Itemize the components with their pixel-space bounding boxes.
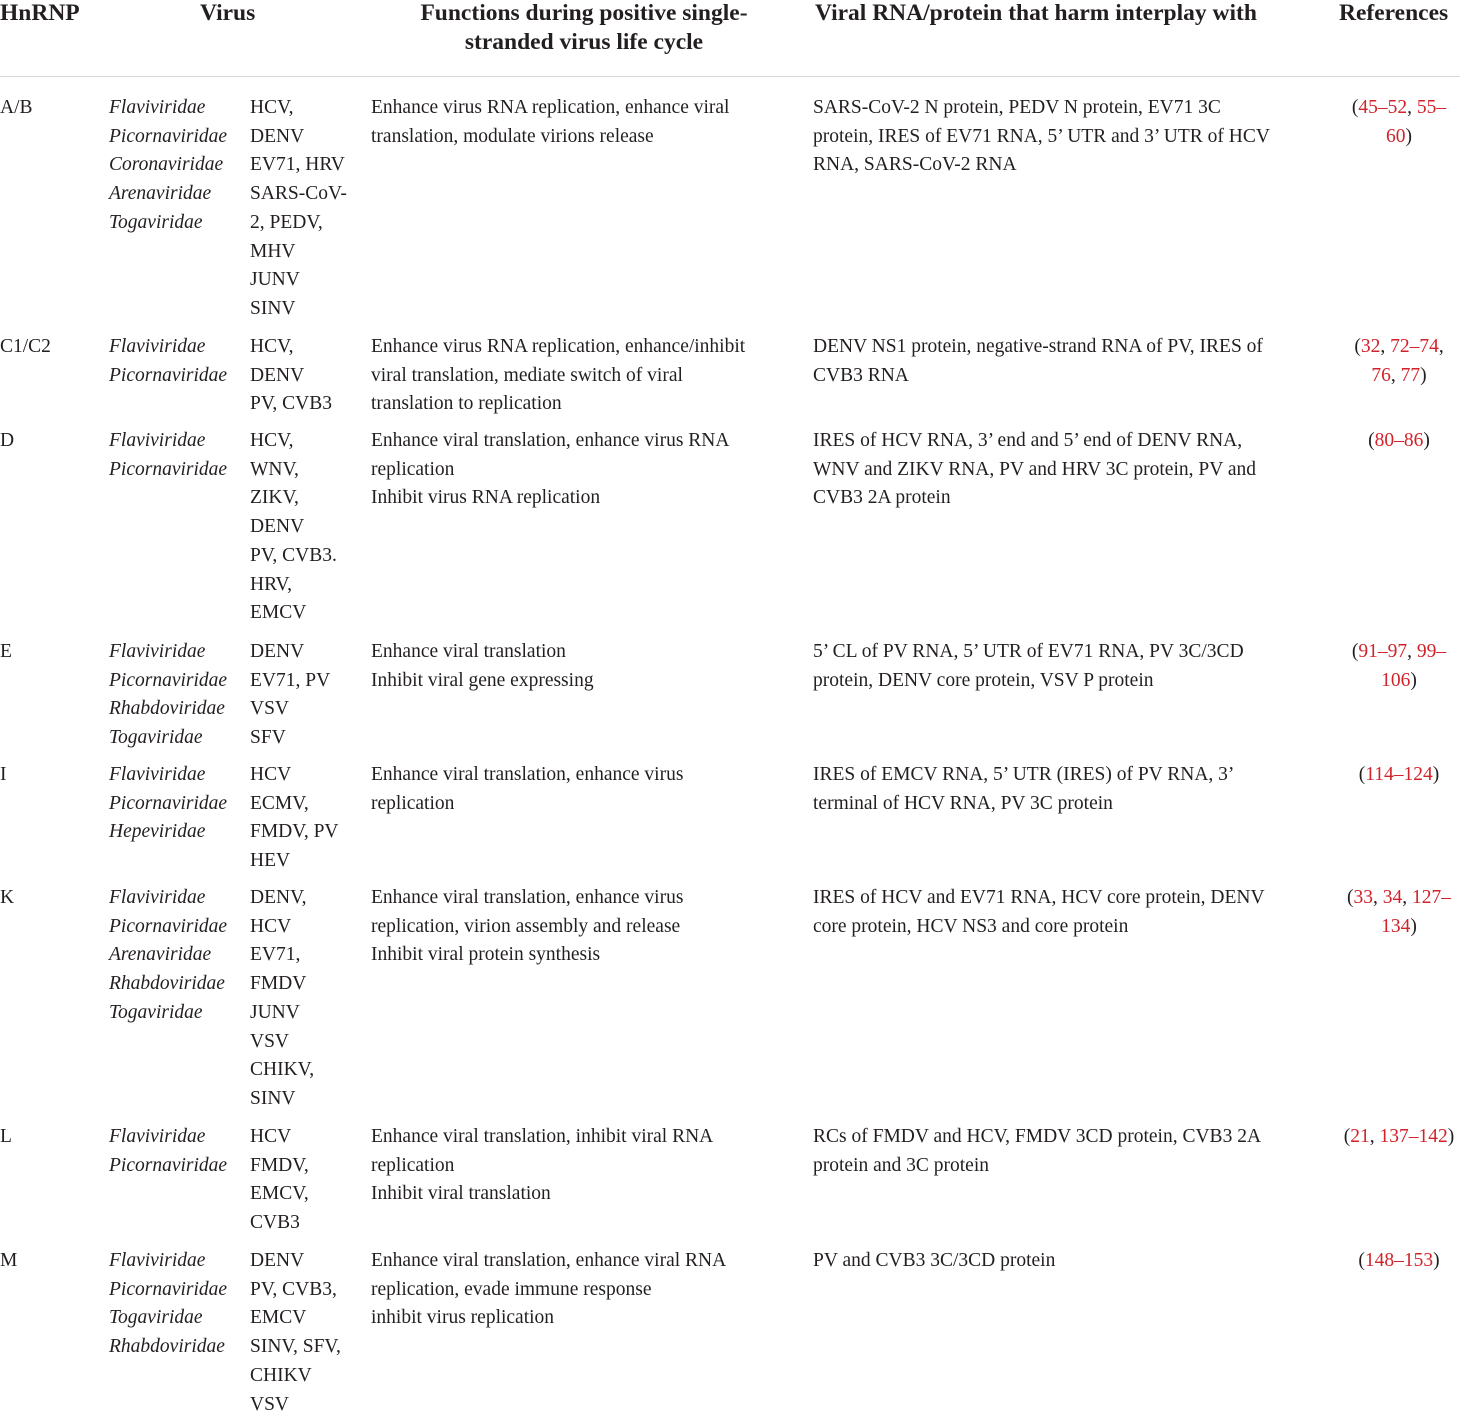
reference-punctuation: (	[1351, 641, 1359, 662]
functions-cell-line: Inhibit virus RNA replication	[371, 487, 601, 509]
reference-punctuation: )	[1423, 430, 1430, 451]
virus-cell-line: HCV	[250, 1126, 292, 1147]
virus-cell-line: CHIKV	[250, 1364, 312, 1386]
virus-cell-line: HCV,	[250, 336, 294, 357]
functions-cell-line: translation to replication	[371, 393, 562, 415]
references-line	[1338, 913, 1460, 942]
reference-link[interactable]: 91–97	[1358, 641, 1408, 662]
family-cell-line: Togaviridae	[109, 211, 203, 233]
family-cell	[109, 333, 227, 390]
virus-cell	[250, 94, 362, 324]
family-cell	[109, 638, 227, 753]
functions-cell-line: Inhibit viral translation	[371, 1183, 551, 1205]
functions-cell	[371, 761, 796, 818]
references-cell	[1338, 761, 1460, 790]
family-cell-line: Rhabdoviridae	[109, 1336, 225, 1358]
virus-cell	[250, 427, 362, 628]
references-line	[1338, 884, 1460, 913]
family-cell-line: Picornaviridae	[109, 458, 228, 480]
virus-cell-line: CHIKV,	[250, 1059, 315, 1081]
hnrnp-cell: L	[0, 1126, 12, 1147]
functions-cell-line: replication, evade immune response	[371, 1278, 652, 1300]
references-line	[1338, 761, 1460, 790]
family-cell-line: Togaviridae	[109, 1001, 203, 1023]
functions-cell-line: Enhance viral translation, enhance viral RNA	[371, 1250, 727, 1271]
reference-link[interactable]: 114–124	[1365, 764, 1433, 785]
family-cell-line: Picornaviridae	[109, 125, 228, 147]
header-functions-line: stranded virus life cycle	[464, 29, 704, 55]
viral-rna-cell	[813, 884, 1318, 941]
reference-punctuation: ,	[1380, 336, 1391, 357]
family-cell-line: Picornaviridae	[109, 915, 228, 937]
functions-cell	[371, 1247, 796, 1333]
header-virus: Virus	[200, 0, 256, 26]
virus-cell-line: HCV,	[250, 430, 294, 451]
viral-rna-cell-line: 5’ CL of PV RNA, 5’ UTR of EV71 RNA, PV 3C/3CD	[813, 641, 1244, 662]
hnrnp-cell: C1/C2	[0, 336, 51, 357]
reference-link[interactable]: 60	[1386, 125, 1406, 147]
functions-cell-line: Enhance virus RNA replication, enhance viral	[371, 97, 730, 118]
reference-punctuation: ,	[1373, 887, 1383, 908]
reference-link[interactable]: 137–142	[1379, 1126, 1448, 1147]
family-cell-line: Togaviridae	[109, 1307, 203, 1329]
virus-cell-line: DENV	[250, 125, 305, 147]
viral-rna-cell	[813, 1247, 1318, 1276]
functions-cell-line: Enhance viral translation, enhance virus	[371, 764, 684, 785]
family-cell-line: Picornaviridae	[109, 1154, 228, 1176]
functions-cell-line: Enhance viral translation, inhibit viral RNA	[371, 1126, 714, 1147]
family-cell-line: Arenaviridae	[109, 944, 212, 966]
references-line	[1338, 123, 1460, 152]
hnrnp-cell: M	[0, 1250, 18, 1271]
reference-punctuation: ,	[1390, 364, 1401, 386]
viral-rna-cell-line: PV and CVB3 3C/3CD protein	[813, 1250, 1056, 1271]
family-cell	[109, 1123, 227, 1180]
references-cell	[1338, 638, 1460, 695]
reference-punctuation: ,	[1438, 336, 1444, 357]
header-viral-rna: Viral RNA/protein that harm interplay with	[815, 0, 1257, 26]
reference-link[interactable]: 127–	[1412, 887, 1451, 908]
virus-cell-line: FMDV	[250, 973, 307, 995]
virus-cell-line: HRV,	[250, 573, 292, 595]
reference-punctuation: ,	[1369, 1126, 1380, 1147]
family-cell-line: Picornaviridae	[109, 669, 228, 691]
virus-cell-line: DENV,	[250, 887, 307, 908]
functions-cell-line: Inhibit viral gene expressing	[371, 669, 594, 691]
references-line	[1338, 1247, 1460, 1276]
references-line	[1338, 638, 1460, 667]
virus-cell	[250, 761, 362, 876]
functions-cell-line: Enhance virus RNA replication, enhance/inhibit	[371, 336, 746, 357]
functions-cell	[371, 427, 796, 513]
family-cell-line: Flaviviridae	[109, 336, 206, 357]
virus-cell-line: HCV	[250, 764, 292, 785]
virus-cell	[250, 1123, 362, 1238]
virus-cell-line: SINV	[250, 1087, 296, 1109]
virus-cell-line: EV71, HRV	[250, 154, 345, 176]
references-cell	[1338, 1247, 1460, 1276]
family-cell-line: Arenaviridae	[109, 183, 212, 205]
functions-cell-line: replication	[371, 1154, 455, 1176]
reference-link[interactable]: 76	[1371, 364, 1391, 386]
reference-link[interactable]: 45–52	[1358, 97, 1408, 118]
hnrnp-cell: K	[0, 887, 15, 908]
reference-punctuation: ,	[1407, 641, 1417, 662]
family-cell-line: Picornaviridae	[109, 792, 228, 814]
hnrnp-cell: I	[0, 764, 7, 785]
family-cell-line: Flaviviridae	[109, 430, 206, 451]
virus-cell-line: SFV	[250, 727, 286, 749]
family-cell-line: Flaviviridae	[109, 1250, 206, 1271]
family-cell-line: Picornaviridae	[109, 1278, 228, 1300]
references-cell	[1338, 884, 1460, 941]
reference-link[interactable]: 77	[1400, 364, 1421, 386]
virus-cell-line: DENV	[250, 516, 305, 538]
viral-rna-cell	[813, 94, 1318, 180]
reference-punctuation: )	[1447, 1126, 1455, 1147]
virus-cell-line: VSV	[250, 698, 290, 720]
virus-cell-line: EV71,	[250, 944, 301, 966]
functions-cell-line: Enhance viral translation	[371, 641, 566, 662]
reference-link[interactable]: 134	[1381, 915, 1411, 937]
virus-cell-line: EMCV	[250, 1307, 307, 1329]
family-cell	[109, 884, 227, 1028]
references-cell	[1338, 1123, 1460, 1152]
references-cell	[1338, 94, 1460, 151]
reference-punctuation: (	[1351, 97, 1359, 118]
viral-rna-cell	[813, 1123, 1318, 1180]
references-line	[1338, 362, 1460, 391]
virus-cell-line: SINV	[250, 297, 296, 319]
virus-cell-line: MHV	[250, 240, 296, 262]
virus-cell	[250, 1247, 362, 1419]
virus-cell-line: SINV, SFV,	[250, 1336, 341, 1358]
family-cell-line: Flaviviridae	[109, 764, 206, 785]
functions-cell-line: Enhance viral translation, enhance virus	[371, 887, 684, 908]
references-cell	[1338, 333, 1460, 390]
family-cell-line: Coronaviridae	[109, 154, 224, 176]
reference-punctuation: )	[1405, 125, 1412, 147]
references-line	[1338, 1123, 1460, 1152]
functions-cell-line: inhibit virus replication	[371, 1307, 555, 1329]
functions-cell-line: viral translation, mediate switch of viral	[371, 364, 683, 386]
family-cell	[109, 761, 227, 847]
functions-cell	[371, 94, 796, 151]
family-cell-line: Togaviridae	[109, 727, 203, 749]
hnrnp-cell: E	[0, 641, 12, 662]
virus-cell	[250, 884, 362, 1114]
reference-punctuation: (	[1358, 764, 1366, 785]
reference-link[interactable]: 106	[1381, 669, 1411, 691]
virus-cell-line: ECMV,	[250, 792, 309, 814]
family-cell-line: Rhabdoviridae	[109, 698, 225, 720]
virus-cell-line: SARS-CoV-	[250, 183, 347, 205]
functions-cell-line: translation, modulate virions release	[371, 125, 654, 147]
references-line	[1338, 94, 1460, 123]
references-line	[1338, 667, 1460, 696]
virus-cell-line: DENV	[250, 641, 305, 662]
functions-cell	[371, 1123, 796, 1209]
family-cell-line: Flaviviridae	[109, 887, 206, 908]
family-cell	[109, 94, 227, 238]
reference-punctuation: ,	[1402, 887, 1412, 908]
reference-link[interactable]: 148–153	[1364, 1250, 1434, 1271]
family-cell-line: Hepeviridae	[109, 821, 206, 843]
table-header	[0, 0, 1460, 77]
reference-link[interactable]: 80–86	[1374, 430, 1424, 451]
virus-cell-line: FMDV, PV	[250, 821, 339, 843]
virus-cell	[250, 333, 362, 419]
header-functions-line: Functions during positive single-	[420, 0, 748, 26]
header-functions	[395, 0, 773, 57]
virus-cell-line: WNV,	[250, 458, 299, 480]
virus-cell-line: HCV	[250, 915, 292, 937]
hnrnp-cell: A/B	[0, 97, 33, 118]
viral-rna-cell-line: DENV NS1 protein, negative-strand RNA of PV, IRES of	[813, 336, 1263, 357]
viral-rna-cell-line: protein and 3C protein	[813, 1154, 990, 1176]
viral-rna-cell-line: RCs of FMDV and HCV, FMDV 3CD protein, CVB3 2A	[813, 1126, 1262, 1147]
references-line	[1338, 427, 1460, 456]
viral-rna-cell-line: protein, IRES of EV71 RNA, 5’ UTR and 3’ UTR of HCV	[813, 125, 1270, 147]
family-cell-line: Picornaviridae	[109, 364, 228, 386]
virus-cell-line: VSV	[250, 1393, 290, 1415]
virus-cell-line: EV71, PV	[250, 669, 331, 691]
functions-cell-line: Enhance viral translation, enhance virus RNA	[371, 430, 730, 451]
viral-rna-cell	[813, 638, 1318, 695]
family-cell	[109, 1247, 227, 1362]
virus-cell-line: PV, CVB3.	[250, 544, 337, 566]
reference-punctuation: (	[1358, 1250, 1365, 1271]
viral-rna-cell-line: CVB3 RNA	[813, 364, 909, 386]
hnrnp-cell: D	[0, 430, 15, 451]
functions-cell	[371, 884, 796, 970]
virus-cell-line: CVB3	[250, 1212, 300, 1234]
reference-link[interactable]: 34	[1382, 887, 1403, 908]
reference-punctuation: (	[1354, 336, 1361, 357]
family-cell	[109, 427, 227, 484]
functions-cell	[371, 333, 796, 419]
reference-punctuation: )	[1410, 915, 1417, 937]
references-line	[1338, 333, 1460, 362]
reference-link[interactable]: 55–	[1416, 97, 1447, 118]
reference-punctuation: )	[1420, 364, 1427, 386]
virus-cell-line: HEV	[250, 850, 291, 872]
reference-punctuation: )	[1432, 764, 1440, 785]
viral-rna-cell	[813, 427, 1318, 513]
virus-cell-line: PV, CVB3	[250, 393, 333, 415]
viral-rna-cell-line: IRES of HCV RNA, 3’ end and 5’ end of DENV RNA,	[813, 430, 1243, 451]
reference-link[interactable]: 21	[1350, 1126, 1370, 1147]
family-cell-line: Rhabdoviridae	[109, 973, 225, 995]
reference-link[interactable]: 99–	[1416, 641, 1447, 662]
viral-rna-cell	[813, 333, 1318, 390]
family-cell-line: Flaviviridae	[109, 1126, 206, 1147]
references-cell	[1338, 427, 1460, 456]
reference-punctuation: ,	[1407, 97, 1417, 118]
virus-cell-line: JUNV	[250, 1001, 300, 1023]
reference-punctuation: )	[1410, 669, 1417, 691]
virus-cell-line: EMCV,	[250, 1183, 309, 1205]
reference-punctuation: (	[1343, 1126, 1351, 1147]
virus-cell-line: ZIKV,	[250, 487, 299, 509]
virus-cell-line: DENV	[250, 1250, 305, 1271]
functions-cell-line: replication	[371, 458, 455, 480]
viral-rna-cell-line: RNA, SARS-CoV-2 RNA	[813, 154, 1017, 176]
family-cell-line: Flaviviridae	[109, 641, 206, 662]
header-references: References	[1339, 0, 1449, 26]
virus-cell-line: PV, CVB3,	[250, 1278, 337, 1300]
functions-cell-line: Inhibit viral protein synthesis	[371, 944, 601, 966]
viral-rna-cell-line: SARS-CoV-2 N protein, PEDV N protein, EV71 3C	[813, 97, 1221, 118]
functions-cell-line: replication	[371, 792, 455, 814]
viral-rna-cell-line: IRES of HCV and EV71 RNA, HCV core protein, DENV	[813, 887, 1265, 908]
reference-punctuation: )	[1433, 1250, 1440, 1271]
viral-rna-cell-line: WNV and ZIKV RNA, PV and HRV 3C protein, PV and	[813, 458, 1256, 480]
virus-cell-line: FMDV,	[250, 1154, 309, 1176]
viral-rna-cell-line: CVB3 2A protein	[813, 487, 951, 509]
reference-punctuation: (	[1347, 887, 1354, 908]
virus-cell-line: 2, PEDV,	[250, 211, 323, 233]
virus-cell-line: DENV	[250, 364, 305, 386]
viral-rna-cell-line: IRES of EMCV RNA, 5’ UTR (IRES) of PV RNA, 3’	[813, 764, 1235, 785]
viral-rna-cell-line: terminal of HCV RNA, PV 3C protein	[813, 792, 1113, 814]
header-hnrnp: HnRNP	[0, 0, 80, 26]
reference-link[interactable]: 32	[1360, 336, 1381, 357]
functions-cell	[371, 638, 796, 695]
viral-rna-cell-line: protein, DENV core protein, VSV P protein	[813, 669, 1154, 691]
viral-rna-cell	[813, 761, 1318, 818]
virus-cell-line: EMCV	[250, 602, 307, 624]
virus-cell	[250, 638, 362, 753]
functions-cell-line: replication, virion assembly and release	[371, 915, 681, 937]
reference-punctuation: (	[1368, 430, 1375, 451]
virus-cell-line: HCV,	[250, 97, 294, 118]
virus-cell-line: VSV	[250, 1030, 290, 1052]
virus-cell-line: JUNV	[250, 269, 300, 291]
family-cell-line: Flaviviridae	[109, 97, 206, 118]
reference-link[interactable]: 33	[1353, 887, 1373, 908]
viral-rna-cell-line: core protein, HCV NS3 and core protein	[813, 915, 1129, 937]
reference-link[interactable]: 72–74	[1390, 336, 1439, 357]
